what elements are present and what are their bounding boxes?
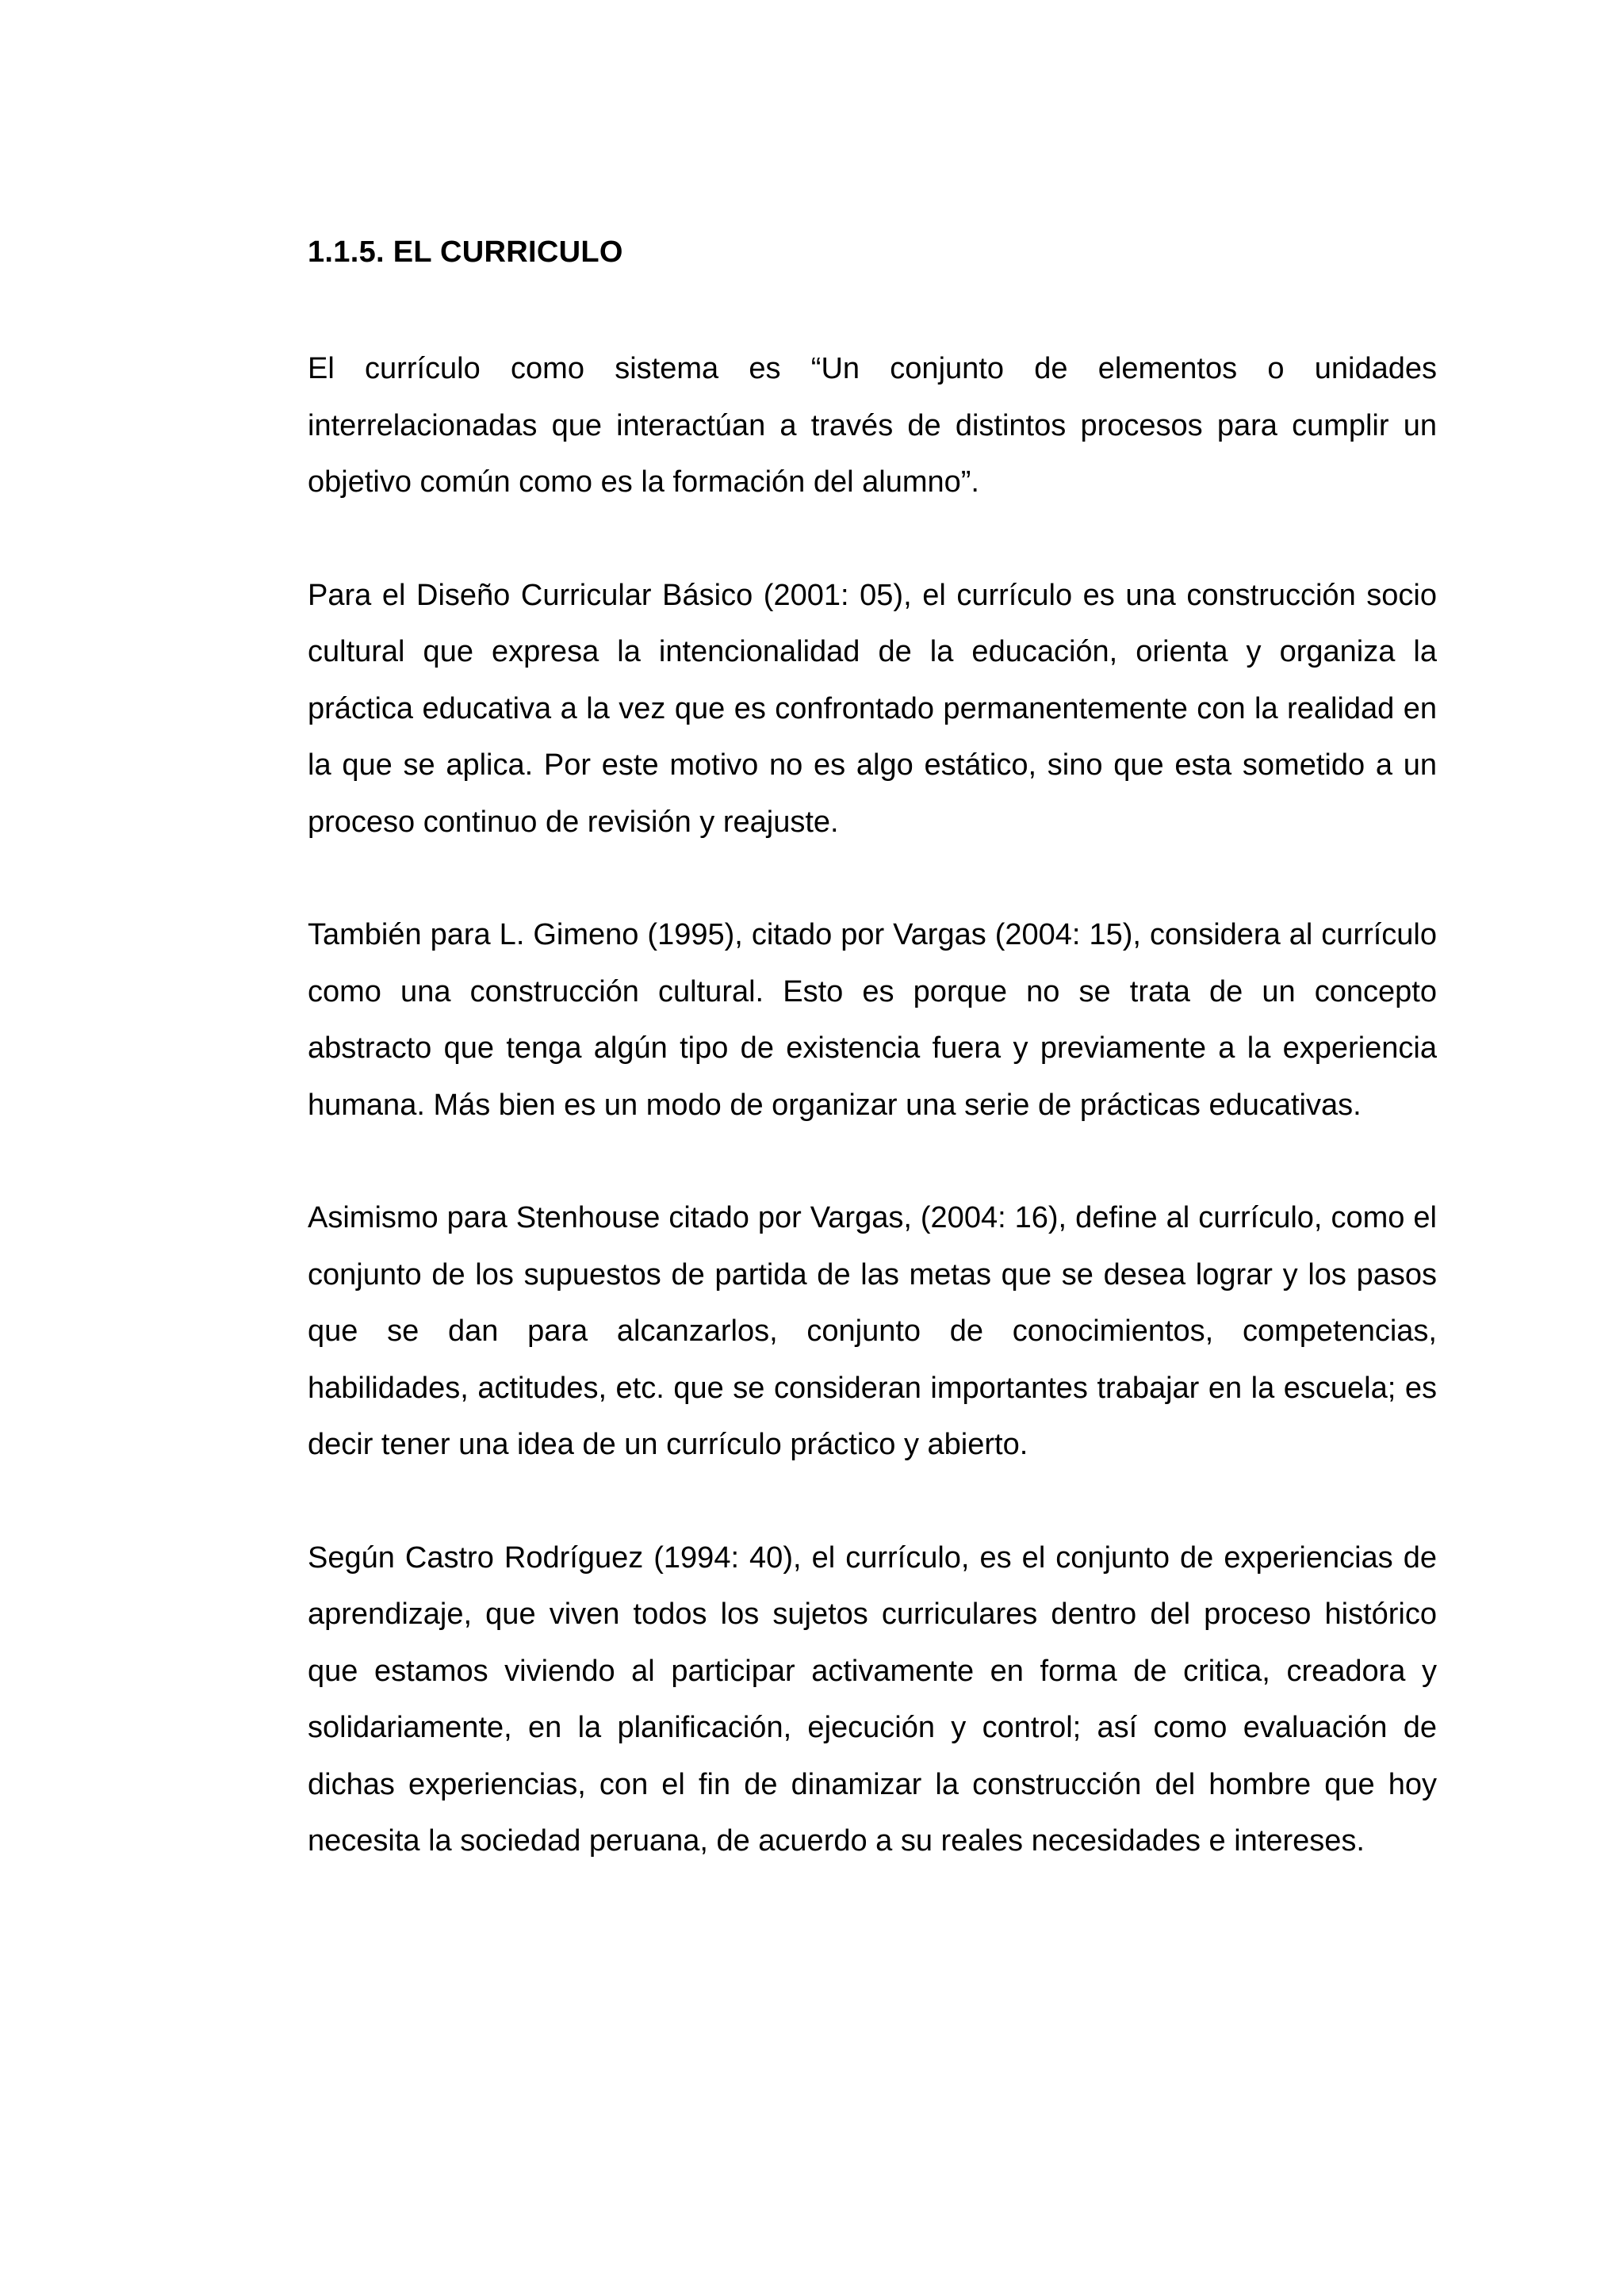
paragraph-curriculo-sistema: El currículo como sistema es “Un conjunto de elementos o unidades interrelacionadas que interactúan a través de distintos procesos para cumplir un objetivo común como es la formación del alumno”. [308, 352, 1437, 499]
paragraph-stenhouse: Asimismo para Stenhouse citado por Vargas, (2004: 16), define al currículo, como el conjunto de los supuestos de partida de las metas que se desea lograr y los pasos que se dan para alcanzarlos, conjunto de conocimientos, competencias, habilidades, actitudes, etc. que se consideran importantes trabajar en la escuela; es decir tener una idea de un currículo práctico y abierto. [308, 1201, 1437, 1461]
paragraph-gimeno: También para L. Gimeno (1995), citado por Vargas (2004: 15), considera al currículo como una construcción cultural. Esto es porque no se trata de un concepto abstracto que tenga algún tipo de existencia fuera y previamente a la experiencia humana. Más bien es un modo de organizar una serie de prácticas educativas. [308, 918, 1437, 1122]
paragraph-diseno-curricular: Para el Diseño Curricular Básico (2001: 05), el currículo es una construcción socio cultural que expresa la intencionalidad de la educación, orienta y organiza la práctica educativa a la vez que es confrontado permanentemente con la realidad en la que se aplica. Por este motivo no es algo estático, sino que esta sometido a un proceso continuo de revisión y reajuste. [308, 578, 1437, 839]
document-body [308, 232, 1437, 1927]
section-heading: 1.1.5. EL CURRICULO [308, 235, 623, 269]
paragraph-castro-rodriguez: Según Castro Rodríguez (1994: 40), el currículo, es el conjunto de experiencias de aprendizaje, que viven todos los sujetos curriculares dentro del proceso histórico que estamos viviendo al participar activamente en forma de critica, creadora y solidariamente, en la planificación, ejecución y control; así como evaluación de dichas experiencias, con el fin de dinamizar la construcción del hombre que hoy necesita la sociedad peruana, de acuerdo a su reales necesidades e intereses. [308, 1540, 1437, 1858]
